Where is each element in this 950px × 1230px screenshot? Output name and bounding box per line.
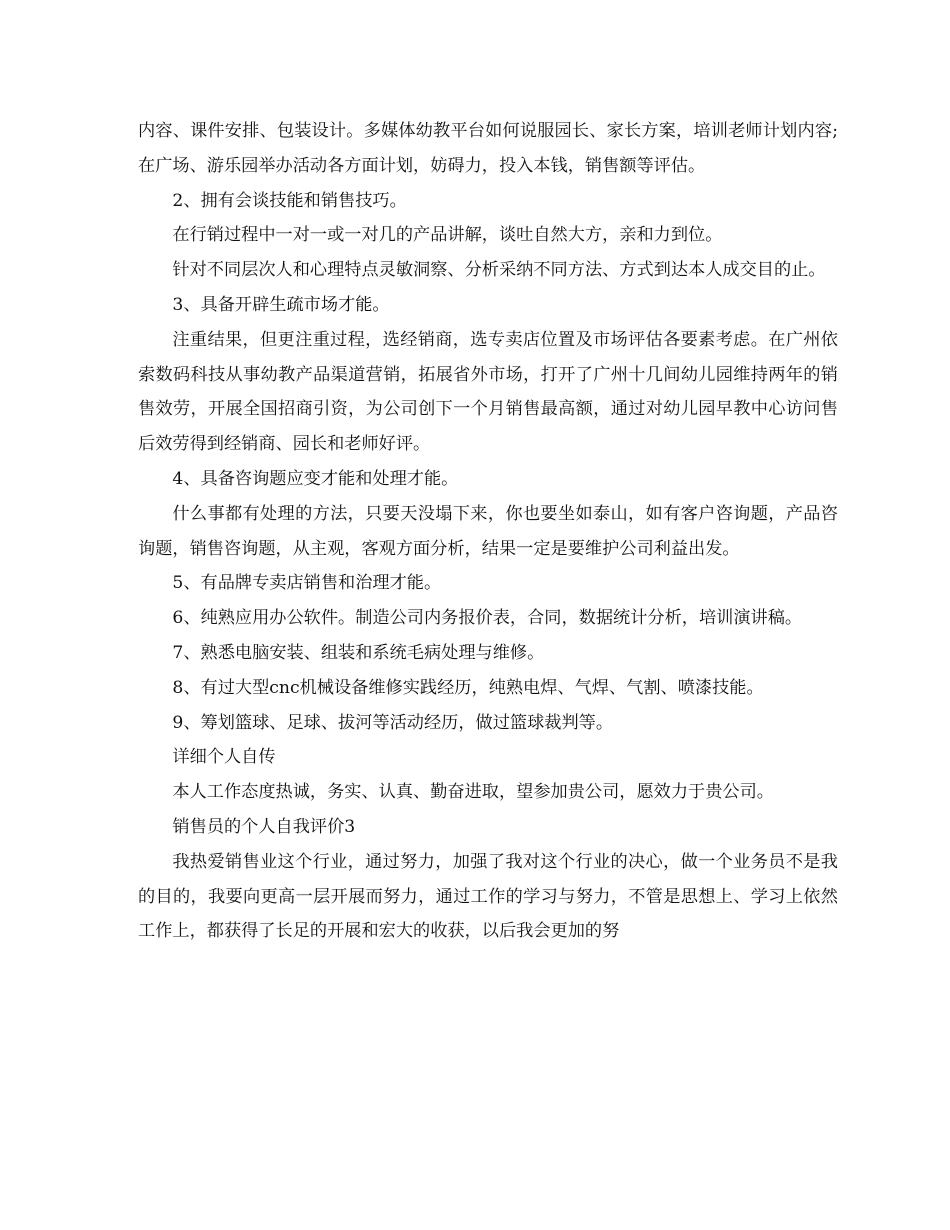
paragraph-16: 销售员的个人自我评价3 xyxy=(172,816,356,837)
paragraph-1: 内容、课件安排、包装设计。多媒体幼教平台如何说服园长、家长方案，培训老师计划内容;在广场、游乐园举办活动各方面计划，妨碍力，投入本钱，销售额等评估。 xyxy=(138,121,838,176)
paragraph-9: 5、有品牌专卖店销售和治理才能。 xyxy=(172,573,442,594)
paragraph-5: 3、具备开辟生疏市场才能。 xyxy=(172,294,390,315)
paragraph-7: 4、具备咨询题应变才能和处理才能。 xyxy=(172,468,459,489)
paragraph-3: 在行销过程中一对一或一对几的产品讲解，谈吐自然大方，亲和力到位。 xyxy=(172,225,723,246)
paragraph-2: 2、拥有会谈技能和销售技巧。 xyxy=(172,190,407,211)
paragraph-4: 针对不同层次人和心理特点灵敏洞察、分析采纳不同方法、方式到达本人成交目的止。 xyxy=(172,260,826,281)
paragraph-12: 8、有过大型cnc机械设备维修实践经历，纯熟电焊、气焊、气割、喷漆技能。 xyxy=(172,677,764,698)
paragraph-6: 注重结果，但更注重过程，选经销商，选专卖店位置及市场评估各要素考虑。在广州依索数码科技从事幼教产品渠道营销，拓展省外市场，打开了广州十几间幼儿园维持两年的销售效劳，开展全国招商引资，为公司创下一个月销售最高额，通过对幼儿园早教中心访问售后效劳得到经销商、园长和老师好评。 xyxy=(138,329,838,455)
paragraph-14: 详细个人自传 xyxy=(172,747,276,768)
paragraph-13: 9、筹划篮球、足球、拔河等活动经历，做过篮球裁判等。 xyxy=(172,712,614,733)
paragraph-8: 什么事都有处理的方法，只要天没塌下来，你也要坐如泰山，如有客户咨询题，产品咨询题，销售咨询题，从主观，客观方面分析，结果一定是要维护公司利益出发。 xyxy=(138,503,838,559)
paragraph-10: 6、纯熟应用办公软件。制造公司内务报价表，合同，数据统计分析，培训演讲稿。 xyxy=(172,608,803,629)
paragraph-15: 本人工作态度热诚，务实、认真、勤奋进取，望参加贵公司，愿效力于贵公司。 xyxy=(172,782,774,803)
document-body xyxy=(138,114,838,949)
paragraph-17: 我热爱销售业这个行业，通过努力，加强了我对这个行业的决心，做一个业务员不是我的目的，我要向更高一层开展而努力，通过工作的学习与努力，不管是思想上、学习上依然工作上，都获得了长足的开展和宏大的收获，以后我会更加的努 xyxy=(138,851,838,942)
paragraph-11: 7、熟悉电脑安装、组装和系统毛病处理与维修。 xyxy=(172,642,545,663)
